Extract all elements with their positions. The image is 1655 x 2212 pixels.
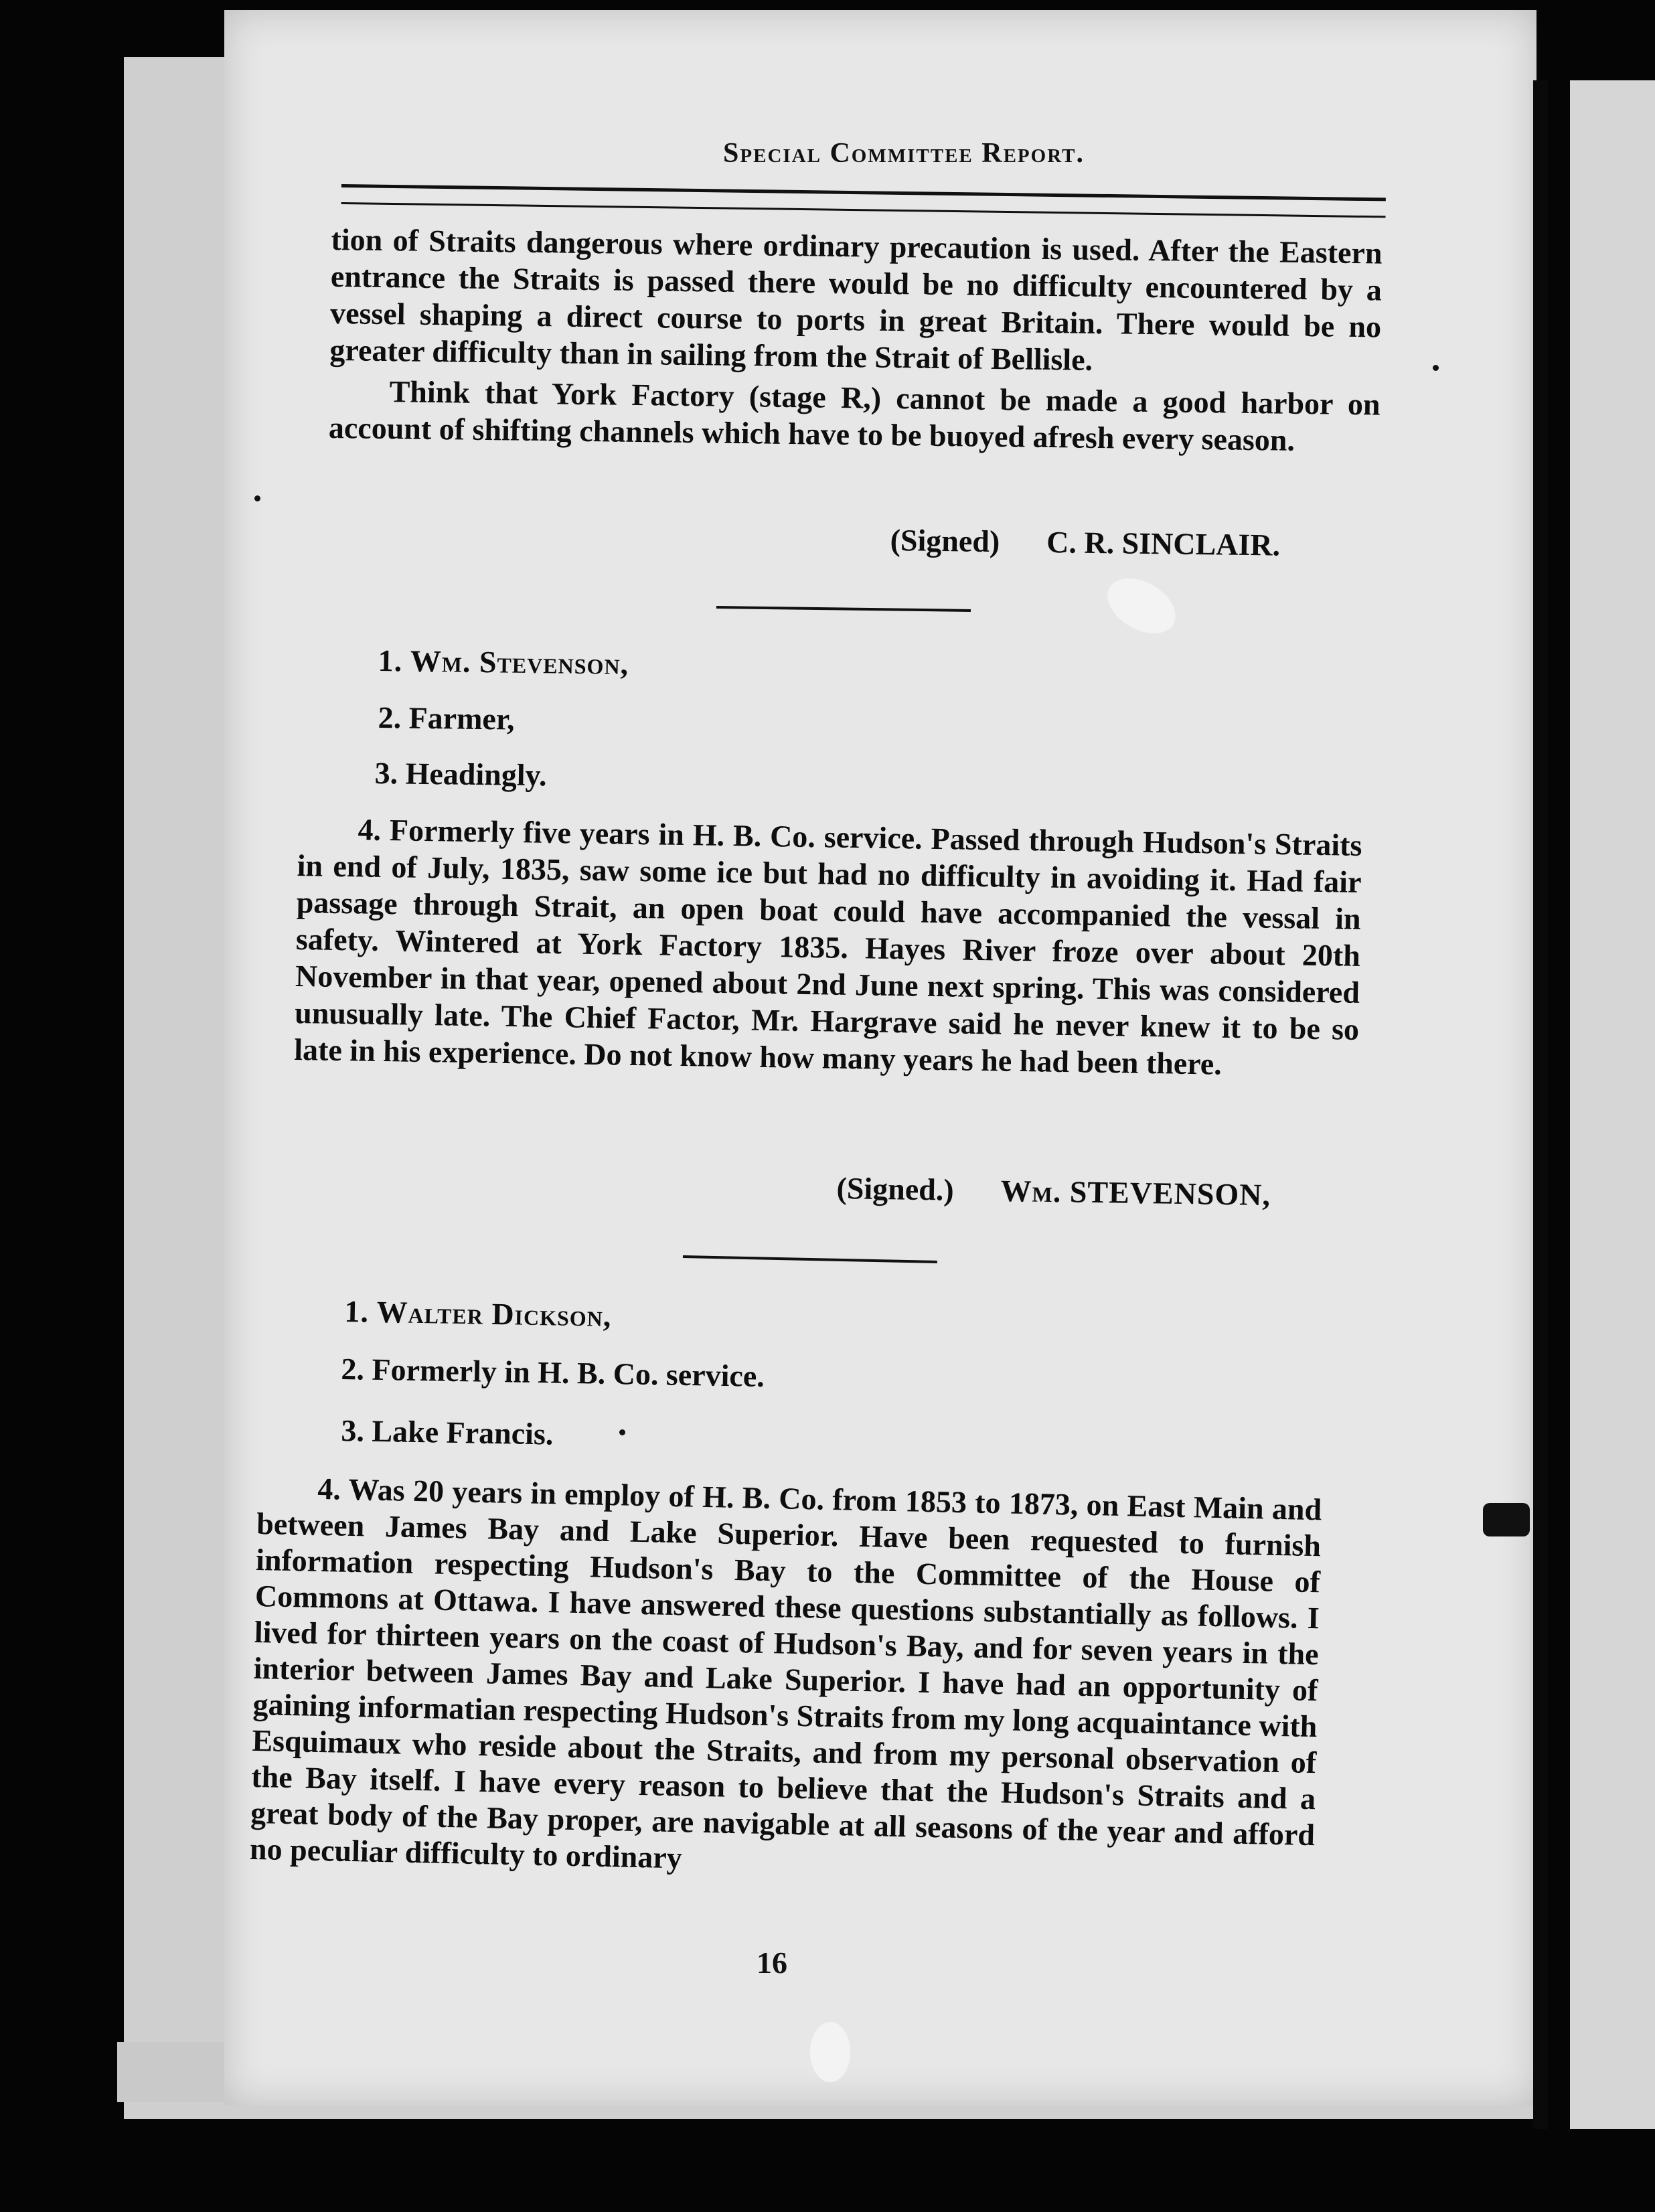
signature-stevenson: Wm. STEVENSON,	[1000, 1173, 1271, 1212]
sinclair-testimony	[329, 221, 1383, 460]
stevenson-item-occupation: 2. Farmer,	[378, 700, 515, 736]
signed-label: (Signed)	[890, 522, 1000, 559]
signature-sinclair: C. R. SINCLAIR.	[1046, 525, 1281, 562]
stevenson-testimony	[294, 810, 1362, 1085]
stevenson-item-name: 1. Wm. Stevenson,	[378, 643, 629, 681]
ink-speck	[254, 495, 260, 501]
dickson-item-residence: 3. Lake Francis.	[341, 1413, 554, 1451]
dickson-item-name: 1. Walter Dickson,	[344, 1293, 612, 1333]
stevenson-paragraph: 4. Formerly five years in H. B. Co. service. Passed through Hudson's Straits in end of July, 1835, saw some ice but had no difficulty in avoiding it. Had fair passage through Strait, an open boat could have accompanied the vessal in safety. Wintered at York Factory 1835. Hayes River froze over about 20th November in that year, opened about 2nd June next spring. This was considered unusually late. The Chief Factor, Mr. Hargrave said he never knew it to be so late in his experience. Do not know how many years he had been there.	[293, 812, 1362, 1081]
sinclair-paragraph-2: Think that York Factory (stage R,) cannot be made a good harbor on account of shifting channels which have to be buoyed afresh every season.	[328, 374, 1381, 457]
ink-speck	[1433, 365, 1439, 371]
sinclair-paragraph-1: tion of Straits dangerous where ordinary precaution is used. After the Eastern entrance the Straits is passed there would be no difficulty encountered by a vessel shaping a direct course to ports in great Britain. There would be no greater difficulty than in sailing from the Strait of Bellisle.	[329, 222, 1383, 377]
stevenson-signature-line	[836, 1170, 1271, 1212]
page-header-title: Special Committee Report.	[723, 138, 1085, 169]
sinclair-signature-line	[890, 522, 1280, 563]
paper-stain	[810, 2022, 850, 2082]
page-number: 16	[757, 1946, 787, 1980]
stevenson-item-residence: 3. Headingly.	[374, 755, 547, 793]
dickson-paragraph: 4. Was 20 years in employ of H. B. Co. from 1853 to 1873, on East Main and between James Bay and Lake Superior. Have been requested to furnish information respecting Hudson's Bay to the Committee of the House of Commons at Ottawa. I have answered these questions substantially as follows. I lived for thirteen years on the coast of Hudson's Bay, and for seven years in the interior between James Bay and Lake Superior. I have had an opportunity of gaining informatian respecting Hudson's Straits from my long acquaintance with Esquimaux who reside about the Straits, and from my personal observation of the Bay itself. I have every reason to believe that the Hudson's Straits and a great body of the Bay proper, are navigable at all seasons of the year and afford no peculiar difficulty to ordinary	[249, 1471, 1322, 1875]
dickson-item-occupation: 2. Formerly in H. B. Co. service.	[341, 1351, 765, 1394]
dickson-testimony	[250, 1470, 1322, 1889]
facing-page-edge	[1570, 80, 1655, 2129]
ink-speck	[619, 1429, 625, 1435]
binding-clip	[1483, 1503, 1530, 1536]
signed-label: (Signed.)	[836, 1170, 955, 1207]
book-binding	[1533, 80, 1548, 2129]
